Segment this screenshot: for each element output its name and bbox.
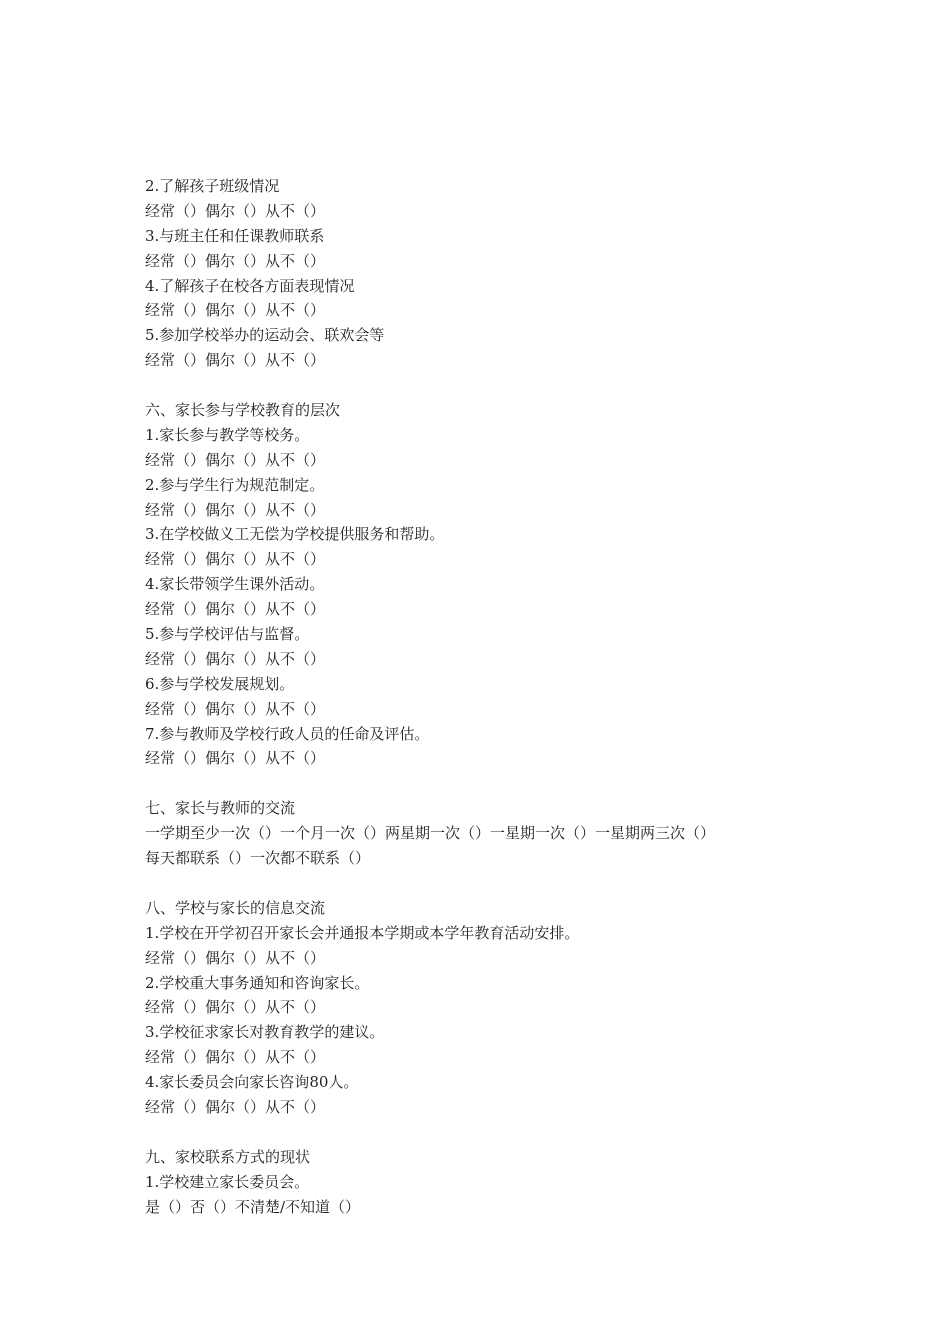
- answer-options: 经常（）偶尔（）从不（）: [145, 500, 326, 519]
- question-title: 1.家长参与教学等校务。: [145, 425, 310, 444]
- yes-no-options: 是（）否（）不清楚/不知道（）: [145, 1197, 361, 1216]
- answer-options: 经常（）偶尔（）从不（）: [145, 948, 326, 967]
- question-title: 4.家长委员会向家长咨询80人。: [145, 1073, 359, 1092]
- section-7-heading: 七、家长与教师的交流: [145, 799, 296, 818]
- answer-options: 经常（）偶尔（）从不（）: [145, 600, 326, 619]
- document-body: [145, 174, 845, 1219]
- question-4-title: 4.了解孩子在校各方面表现情况: [145, 276, 355, 295]
- question-title: 4.家长带领学生课外活动。: [145, 575, 325, 594]
- section-6-heading: 六、家长参与学校教育的层次: [145, 401, 341, 420]
- answer-options: 经常（）偶尔（）从不（）: [145, 699, 326, 718]
- answer-options: 经常（）偶尔（）从不（）: [145, 301, 326, 320]
- answer-options: 经常（）偶尔（）从不（）: [145, 1097, 326, 1116]
- answer-options: 经常（）偶尔（）从不（）: [145, 351, 326, 370]
- answer-options: 经常（）偶尔（）从不（）: [145, 998, 326, 1017]
- answer-options: 经常（）偶尔（）从不（）: [145, 1048, 326, 1067]
- question-5-title: 5.参加学校举办的运动会、联欢会等: [145, 326, 385, 345]
- section-9-heading: 九、家校联系方式的现状: [145, 1147, 311, 1166]
- answer-options: 经常（）偶尔（）从不（）: [145, 550, 326, 569]
- question-title: 1.学校建立家长委员会。: [145, 1172, 310, 1191]
- answer-options: 经常（）偶尔（）从不（）: [145, 450, 326, 469]
- question-title: 7.参与教师及学校行政人员的任命及评估。: [145, 724, 430, 743]
- question-title: 3.学校征求家长对教育教学的建议。: [145, 1023, 385, 1042]
- blank-line: [145, 373, 845, 398]
- question-title: 2.参与学生行为规范制定。: [145, 475, 325, 494]
- answer-options: 经常（）偶尔（）从不（）: [145, 201, 326, 220]
- question-2-title: 2.了解孩子班级情况: [145, 177, 280, 195]
- frequency-options-continued: 每天都联系（）一次都不联系（）: [145, 849, 371, 868]
- question-title: 1.学校在开学初召开家长会并通报本学期或本学年教育活动安排。: [145, 923, 580, 942]
- question-title: 5.参与学校评估与监督。: [145, 625, 310, 644]
- blank-line: [145, 771, 845, 796]
- frequency-options: 一学期至少一次（）一个月一次（）两星期一次（）一星期一次（）一星期两三次（）: [145, 824, 716, 843]
- question-3-title: 3.与班主任和任课教师联系: [145, 226, 325, 245]
- question-title: 3.在学校做义工无偿为学校提供服务和帮助。: [145, 525, 445, 544]
- question-title: 6.参与学校发展规划。: [145, 674, 295, 693]
- blank-line: [145, 871, 845, 896]
- answer-options: 经常（）偶尔（）从不（）: [145, 251, 326, 270]
- question-title: 2.学校重大事务通知和咨询家长。: [145, 973, 370, 992]
- blank-line: [145, 1120, 845, 1145]
- section-8-heading: 八、学校与家长的信息交流: [145, 898, 326, 917]
- answer-options: 经常（）偶尔（）从不（）: [145, 649, 326, 668]
- answer-options: 经常（）偶尔（）从不（）: [145, 749, 326, 768]
